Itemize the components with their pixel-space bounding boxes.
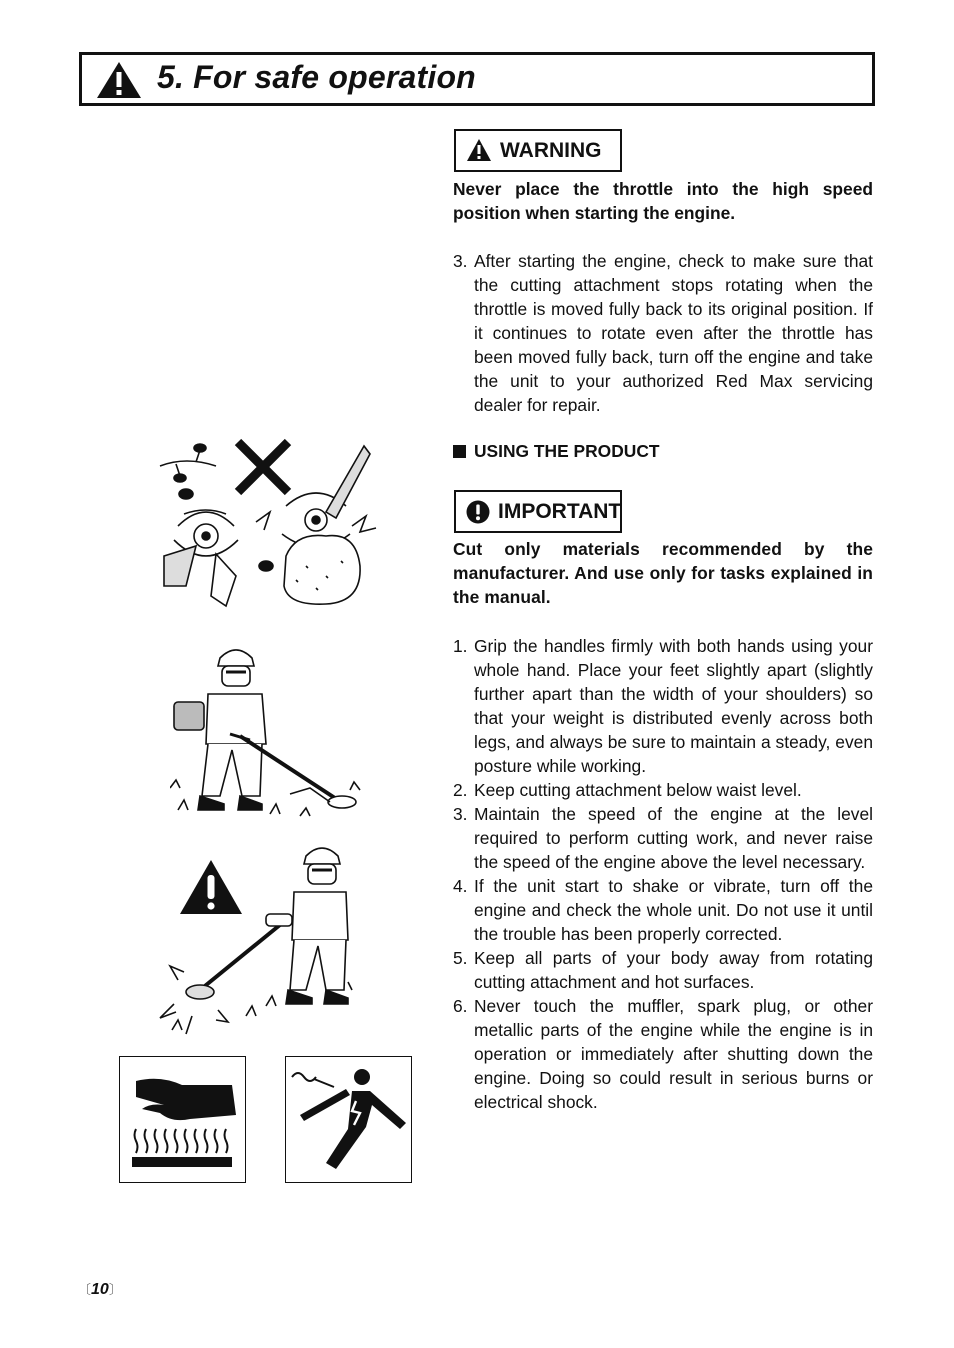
list-item-text: Grip the handles firmly with both hands using your whole hand. Place your feet slightly apart (slightly further apart than the width of your shoulders) so that your weight is distributed evenly across both legs, and always be sure to maintain a steady, even posture while working. xyxy=(474,636,873,776)
important-text: Cut only materials recommended by the manufacturer. And use only for tasks explained in the manual. xyxy=(453,539,873,607)
list-item-text: Keep all parts of your body away from rotating cutting attachment and hot surfaces. xyxy=(474,948,873,992)
list-item xyxy=(453,874,873,946)
warning-label-text: WARNING xyxy=(500,139,602,162)
using-product-list xyxy=(453,634,873,1114)
section-title-bar xyxy=(79,52,875,106)
hot-surface-hand-icon xyxy=(120,1057,244,1181)
list-item-text: If the unit start to shake or vibrate, turn off the engine and check the whole unit. Do not use it until the trouble has been properly corrected. xyxy=(474,876,873,944)
prohibited-materials-illustration xyxy=(156,436,386,612)
list-item-text: Keep cutting attachment below waist level. xyxy=(474,780,802,800)
list-item-number: 3. xyxy=(453,251,468,271)
after-start-list xyxy=(453,249,873,417)
list-item-number: 5. xyxy=(453,948,468,968)
exclamation-circle-icon xyxy=(466,500,490,524)
electric-shock-pictogram xyxy=(285,1056,412,1183)
section-heading-text: USING THE PRODUCT xyxy=(474,441,660,461)
page-title: 5. For safe operation xyxy=(157,59,476,95)
list-item-number: 1. xyxy=(453,636,468,656)
warning-triangle-icon xyxy=(466,138,492,162)
warning-label xyxy=(454,129,622,172)
section-heading xyxy=(453,441,660,462)
list-item xyxy=(453,778,873,802)
list-item-text: Maintain the speed of the engine at the level required to perform cutting work, and never raise the speed of the engine above the level necessary. xyxy=(474,804,873,872)
list-item-number: 2. xyxy=(453,780,468,800)
list-item-number: 6. xyxy=(453,996,468,1016)
list-item xyxy=(453,946,873,994)
page-number-bracket-right: 〕 xyxy=(108,1282,122,1297)
list-item xyxy=(453,994,873,1114)
warning-text: Never place the throttle into the high speed position when starting the engine. xyxy=(453,179,873,223)
list-item-text: After starting the engine, check to make sure that the cutting attachment stops rotating when the throttle is moved fully back to its original position. If it continues to rotate even after the throttle has been moved fully back, turn off the engine and take the unit to your authorized Red Max servicing dealer for repair. xyxy=(474,251,873,415)
electric-shock-person-icon xyxy=(286,1057,410,1181)
operator-cutting-illustration xyxy=(156,840,356,1036)
list-item xyxy=(453,249,873,417)
operator-stance-illustration xyxy=(170,640,370,820)
hot-surface-pictogram xyxy=(119,1056,246,1183)
page-number-value: 10 xyxy=(91,1281,109,1298)
list-item-number: 4. xyxy=(453,876,468,896)
warning-triangle-icon xyxy=(96,61,142,99)
list-item-number: 3. xyxy=(453,804,468,824)
page-number xyxy=(78,1279,122,1299)
list-item xyxy=(453,802,873,874)
list-item xyxy=(453,634,873,778)
square-bullet-icon xyxy=(453,445,466,458)
page-number-bracket-left: 〔 xyxy=(78,1282,92,1297)
list-item-text: Never touch the muffler, spark plug, or other metallic parts of the engine while the engine is in operation or immediately after shutting down the engine. Doing so could result in serious burns or electrical shock. xyxy=(474,996,873,1112)
important-label-text: IMPORTANT xyxy=(498,500,622,523)
important-label xyxy=(454,490,622,533)
